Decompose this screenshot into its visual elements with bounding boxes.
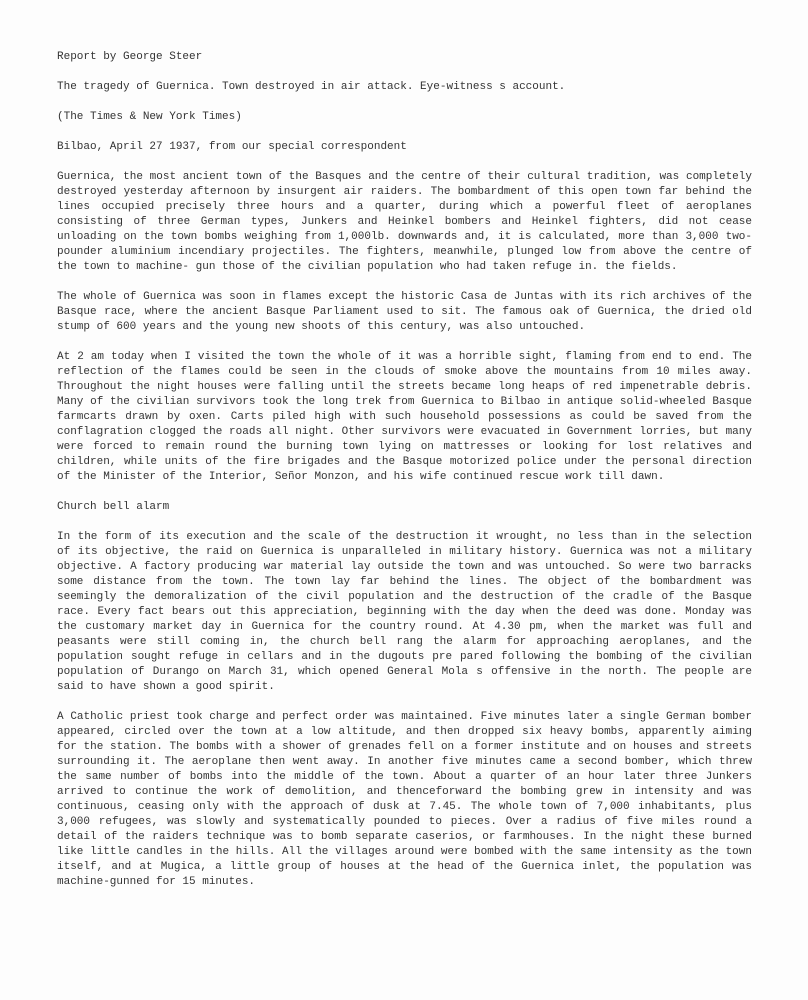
paragraph-casa-de-juntas: The whole of Guernica was soon in flames except the historic Casa de Juntas with its rich archives of the Basque race, where the ancient Basque Parliament used to sit. The famous oak of Guernica, the dried old stump of 600 years and the young new shoots of this century, was also untouched.	[57, 291, 752, 333]
paragraph-execution-scale: In the form of its execution and the scale of the destruction it wrought, no less than in the selection of its objective, the raid on Guernica is unparalleled in military history. Guernica was not a military objective. A factory producing war material lay outside the town and was untouched. So were two barracks some distance from the town. The town lay far behind the lines. The object of the bombardment was seemingly the demoralization of the civil population and the destruction of the cradle of the Basque race. Every fact bears out this appreciation, beginning with the day when the deed was done. Monday was the customary market day in Guernica for the country round. At 4.30 pm, when the market was full and peasants were still coming in, the church bell rang the alarm for approaching aeroplanes, and the population sought refuge in cellars and in the dugouts pre pared following the bombing of the civilian population of Durango on March 31, which opened General Mola s offensive in the north. The people are said to have shown a good spirit.	[57, 531, 752, 693]
report-dateline: Bilbao, April 27 1937, from our special correspondent	[57, 141, 407, 153]
report-byline: Report by George Steer	[57, 51, 203, 63]
section-heading-church-bell-alarm: Church bell alarm	[57, 501, 170, 513]
paragraph-guernica-destroyed: Guernica, the most ancient town of the Basques and the centre of their cultural tradition, was completely destroyed yesterday afternoon by insurgent air raiders. The bombardment of this open town far behind the lines occupied precisely three hours and a quarter, during which a powerful fleet of aeroplanes consisting of three German types, Junkers and Heinkel bombers and Heinkel fighters, did not cease unloading on the town bombs weighing from 1,000lb. downwards and, it is calculated, more than 3,000 two-pounder aluminium incendiary projectiles. The fighters, meanwhile, plunged low from above the centre of the town to machine- gun those of the civilian population who had taken refuge in. the fields.	[57, 171, 752, 273]
paragraph-2am-visit: At 2 am today when I visited the town the whole of it was a horrible sight, flaming from end to end. The reflection of the flames could be seen in the clouds of smoke above the mountains from 10 miles away. Throughout the night houses were falling until the streets became long heaps of red impenetrable debris. Many of the civilian survivors took the long trek from Guernica to Bilbao in antique solid-wheeled Basque farmcarts drawn by oxen. Carts piled high with such household possessions as could be saved from the conflagration clogged the roads all night. Other survivors were evacuated in Government lorries, but many were forced to remain round the burning town lying on mattresses or looking for lost relatives and children, while units of the fire brigades and the Basque motorized police under the personal direction of the Minister of the Interior, Señor Monzon, and his wife continued rescue work till dawn.	[57, 351, 752, 483]
paragraph-catholic-priest: A Catholic priest took charge and perfect order was maintained. Five minutes later a single German bomber appeared, circled over the town at a low altitude, and then dropped six heavy bombs, apparently aiming for the station. The bombs with a shower of grenades fell on a former institute and on houses and streets surrounding it. The aeroplane then went away. In another five minutes came a second bomber, which threw the same number of bombs into the middle of the town. About a quarter of an hour later three Junkers arrived to continue the work of demolition, and thenceforward the bombing grew in intensity and was continuous, ceasing only with the approach of dusk at 7.45. The whole town of 7,000 inhabitants, plus 3,000 refugees, was slowly and systematically pounded to pieces. Over a radius of five miles round a detail of the raiders technique was to bomb separate caserios, or farmhouses. In the night these burned like little candles in the hills. All the villages around were bombed with the same intensity as the town itself, and at Mugica, a little group of houses at the head of the Guernica inlet, the population was machine-gunned for 15 minutes.	[57, 711, 752, 888]
report-headline: The tragedy of Guernica. Town destroyed in air attack. Eye-witness s account.	[57, 81, 566, 93]
report-source: (The Times & New York Times)	[57, 111, 242, 123]
